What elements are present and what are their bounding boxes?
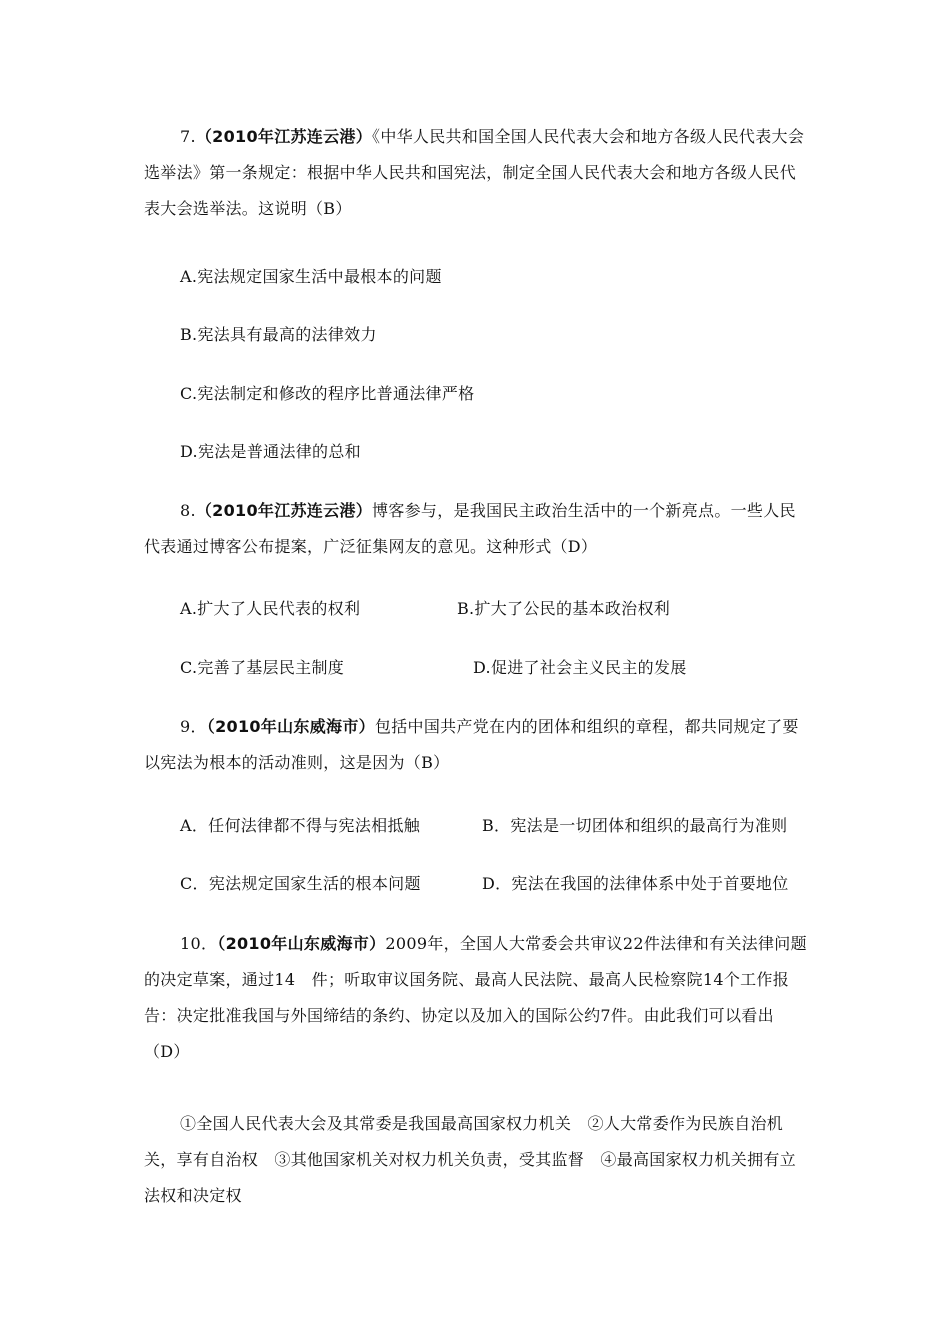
question-number: 8. [180,501,196,520]
option-d: D．宪法在我国的法律体系中处于首要地位 [482,874,789,893]
option-c: C.完善了基层民主制度 [180,658,345,677]
question-stem: 博客参与，是我国民主政治生活中的一个新亮点。一些人民代表通过博客公布提案，广泛征集网友的意见。这种形式（D） [144,501,796,556]
question-9 [144,709,810,781]
option-c: C.宪法制定和修改的程序比普通法律严格 [180,384,475,403]
question-10 [144,926,810,1070]
question-source: （2010年江苏连云港） [195,127,373,146]
question-number: 10． [180,934,218,953]
question-8 [144,493,810,565]
option-d: D.促进了社会主义民主的发展 [473,658,687,677]
question-stem: 《中华人民共和国全国人民代表大会和地方各级人民代表大会选举法》第一条规定：根据中华人民共和国宪法，制定全国人民代表大会和地方各级人民代表大会选举法。这说明（B） [144,127,805,218]
question-source: （2010年山东威海市） [206,717,375,736]
option-b: B.扩大了公民的基本政治权利 [457,599,671,618]
option-c: C．宪法规定国家生活的根本问题 [180,874,421,893]
question-source: （2010年山东威海市） [217,934,386,953]
option-b: B．宪法是一切团体和组织的最高行为准则 [482,816,788,835]
option-a: A．任何法律都不得与宪法相抵触 [180,816,421,835]
option-a: A.宪法规定国家生活中最根本的问题 [180,267,442,286]
question-source: （2010年江苏连云港） [195,501,373,520]
statements-text: ①全国人民代表大会及其常委是我国最高国家权力机关 ②人大常委作为民族自治机关，享有自治权 ③其他国家机关对权力机关负责，受其监督 ④最高国家权力机关拥有立法权和决定权 [144,1114,797,1205]
option-d: D.宪法是普通法律的总和 [180,442,361,461]
option-b: B.宪法具有最高的法律效力 [180,325,377,344]
question-stem: 2009年，全国人大常委会共审议22件法律和有关法律问题的决定草案，通过14 件；听取审议国务院、最高人民法院、最高人民检察院14个工作报告：决定批准我国与外国缔结的条约、协定以及加入的国际公约7件。由此我们可以看出（D） [144,934,807,1061]
question-10-statements [144,1106,810,1214]
option-a: A.扩大了人民代表的权利 [180,599,361,618]
question-7 [144,119,810,227]
question-number: 9． [180,717,207,736]
question-stem: 包括中国共产党在内的团体和组织的章程，都共同规定了要以宪法为根本的活动准则，这是因为（B） [144,717,799,772]
question-number: 7. [180,127,196,146]
